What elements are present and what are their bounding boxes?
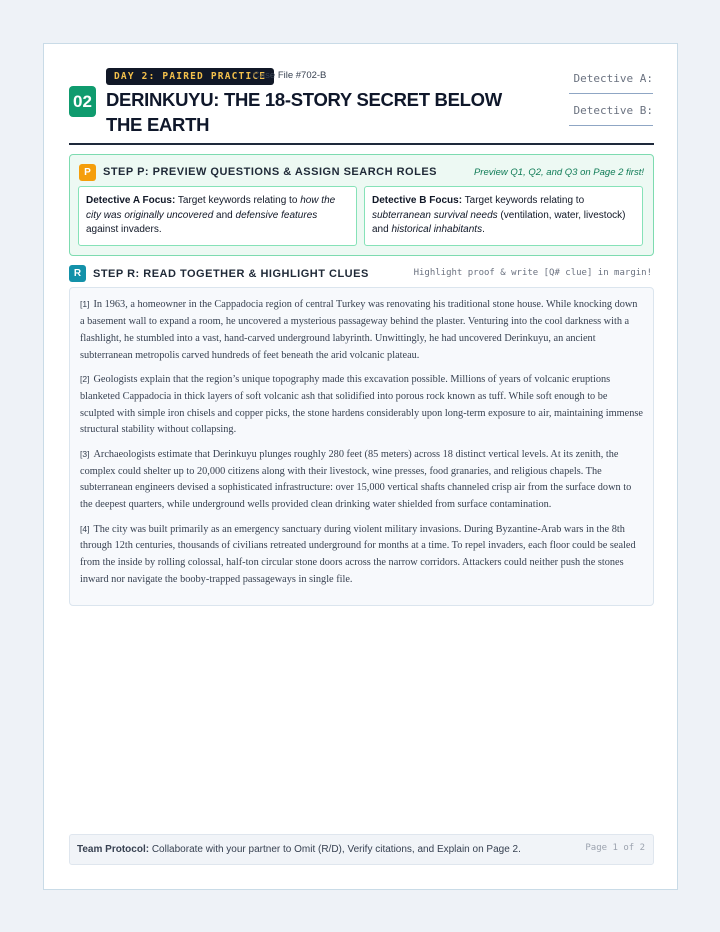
lesson-number-badge: 02 — [69, 86, 96, 117]
focus-b-text-3: . — [482, 224, 485, 236]
passage-paragraph-4 — [80, 522, 643, 589]
worksheet-page — [43, 43, 678, 890]
paragraph-text: The city was built primarily as an emergency sanctuary during violent military invasions. During Byzantine-Arab wars in the 8th through 12th centuries, thousands of civilians retreated underground for months at a time. To repel invaders, each floor could be sealed from the inside by rolling colossal, half-ton circular stone doors across the narrow corridors. Attackers could neither push the stones inward nor navigate the booby-trapped passageways in single file. — [80, 523, 636, 586]
page-number: Page 1 of 2 — [585, 843, 645, 853]
footer-text — [77, 844, 521, 855]
detective-a-field[interactable]: Detective A: — [569, 72, 653, 94]
focus-b-italic-2: historical inhabitants — [391, 224, 483, 236]
paragraph-number: [3] — [80, 448, 90, 459]
detective-a-focus-box — [78, 186, 357, 246]
focus-b-italic-1: subterranean survival needs — [372, 209, 498, 221]
day-tag: DAY 2: PAIRED PRACTICE — [106, 68, 274, 85]
step-p-note: Preview Q1, Q2, and Q3 on Page 2 first! — [473, 167, 644, 178]
footer-instructions: Collaborate with your partner to Omit (R/D), Verify citations, and Explain on Page 2. — [149, 844, 521, 855]
footer-label: Team Protocol: — [77, 844, 150, 855]
paragraph-text: In 1963, a homeowner in the Cappadocia region of central Turkey was renovating his traditional stone house. While knocking down a basement wall to expand a room, he uncovered a mysterious passageway behind the plaster. Venturing into the cool darkness with a flashlight, he stumbled into a vast, hand-carved underground labyrinth. Unwittingly, he had uncovered Derinkuyu, an ancient subterranean metropolis carved hundreds of feet beneath the arid volcanic plateau. — [80, 299, 638, 361]
passage-paragraph-3 — [80, 447, 643, 514]
passage-paragraph-1 — [80, 297, 643, 364]
paragraph-number: [4] — [80, 523, 90, 534]
focus-a-text-2: and — [213, 209, 236, 221]
header-divider — [69, 143, 654, 145]
passage-paragraph-2 — [80, 372, 643, 439]
focus-b-text-2: (ventilation, water, livestock) and — [372, 209, 626, 236]
team-protocol-footer — [69, 834, 654, 865]
reading-passage — [69, 287, 654, 606]
focus-a-text-3: against invaders. — [86, 224, 162, 236]
step-r-icon: R — [69, 265, 86, 282]
step-p-icon: P — [79, 164, 96, 181]
focus-a-text-1: Target keywords relating to — [175, 195, 301, 206]
step-p-title: STEP P: PREVIEW QUESTIONS & ASSIGN SEARCH ROLES — [103, 166, 437, 178]
case-file-label: Case File #702-B — [253, 70, 327, 81]
focus-a-label: Detective A Focus: — [86, 195, 176, 206]
paragraph-text: Geologists explain that the region’s unique topography made this excavation possible. Millions of years of volcanic eruptions blanketed Cappadocia in thick layers of soft volcanic ash that solidified into porous rock known as tuff. While soft enough to be sculpted with simple iron chisels and copper picks, the stone hardens considerably upon long-term exposure to air, maintaining immense structural stability without collapsing. — [80, 373, 643, 436]
focus-a-italic-1: how the city was originally uncovered — [86, 195, 336, 221]
step-r-title: STEP R: READ TOGETHER & HIGHLIGHT CLUES — [93, 268, 369, 280]
detective-b-focus-box — [364, 186, 643, 246]
focus-b-text-1: Target keywords relating to — [462, 195, 585, 206]
step-r-note: Highlight proof & write [Q# clue] in margin! — [413, 268, 652, 278]
worksheet-header — [69, 68, 654, 146]
page-title: DERINKUYU: THE 18-STORY SECRET BELOW THE EARTH — [106, 89, 502, 135]
paragraph-text: Archaeologists estimate that Derinkuyu plunges roughly 280 feet (85 meters) across 18 distinct vertical levels. At its zenith, the complex could shelter up to 20,000 citizens along with their livestock, wine presses, food granaries, and religious chapels. The subterranean engineers devised a sophisticated infrastructure: over 15,000 vertical shafts channeled crisp air from the surface down to the deepest quarters, while underground wells provided clean drinking water shielded from surface contamination. — [80, 448, 632, 511]
focus-a-italic-2: defensive features — [235, 209, 318, 221]
detective-b-field[interactable]: Detective B: — [569, 104, 653, 126]
paragraph-number: [2] — [80, 373, 90, 384]
paragraph-number: [1] — [80, 299, 90, 309]
focus-b-label: Detective B Focus: — [372, 195, 463, 206]
step-p-panel — [69, 154, 654, 256]
